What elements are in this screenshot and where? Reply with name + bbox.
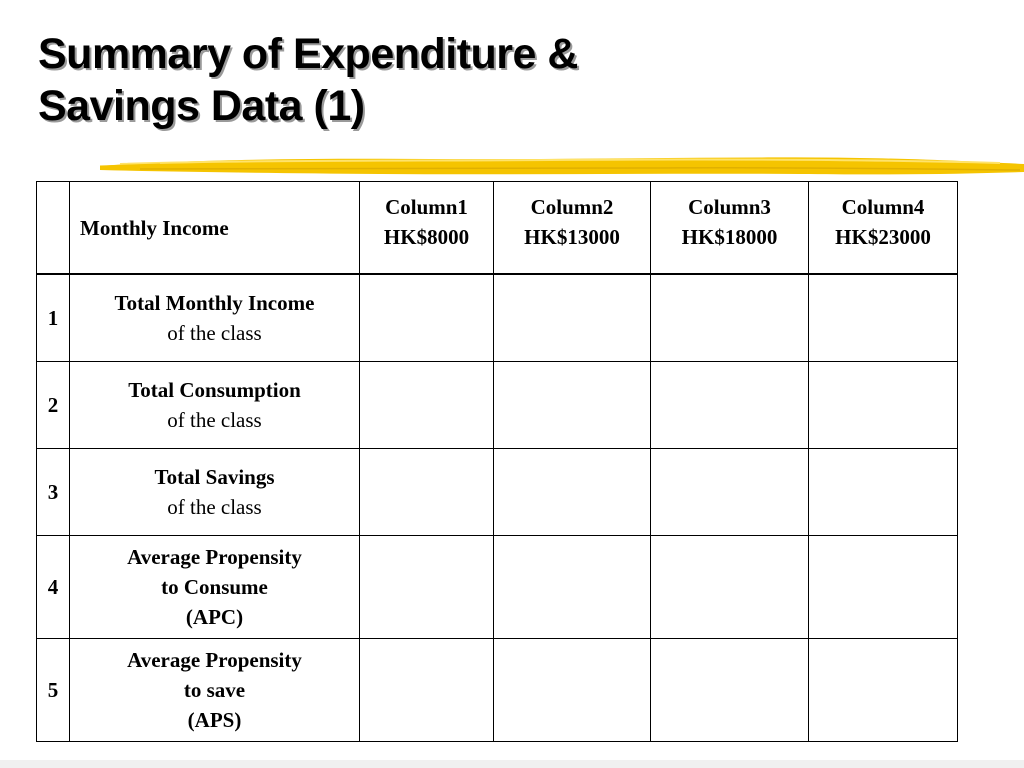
row-label-bold: Total Consumption	[128, 378, 301, 402]
table-cell	[651, 449, 809, 536]
row-label-normal: of the class	[167, 495, 262, 519]
row-label-normal: of the class	[167, 321, 262, 345]
row-number: 5	[37, 639, 70, 742]
row-number: 2	[37, 362, 70, 449]
table-row	[37, 362, 958, 449]
column-income: HK$18000	[681, 225, 778, 249]
column-header-2	[494, 182, 651, 275]
column-income: HK$13000	[524, 225, 620, 249]
table-cell	[494, 274, 651, 362]
row-label-bold: Total Monthly Income	[114, 291, 315, 315]
column-header-4	[809, 182, 958, 275]
table-cell	[651, 274, 809, 362]
table-row	[37, 536, 958, 639]
row-label-bold: Average Propensity	[127, 648, 302, 672]
table-cell	[809, 639, 958, 742]
row-label-bold: Total Savings	[154, 465, 275, 489]
table-cell	[651, 639, 809, 742]
table-row	[37, 274, 958, 362]
slide-bottom-edge	[0, 760, 1024, 768]
column-name: Column4	[841, 195, 925, 219]
row-number: 1	[37, 274, 70, 362]
column-header-3	[651, 182, 809, 275]
slide-title	[38, 28, 578, 132]
table-header-row	[37, 182, 958, 275]
slide-title-line-2: Savings Data (1)	[38, 82, 365, 130]
column-name: Column1	[385, 195, 468, 219]
slide-title-line-1: Summary of Expenditure &	[38, 30, 578, 78]
brush-stroke-underline	[100, 148, 1024, 184]
row-label	[70, 274, 360, 362]
row-label-normal: of the class	[167, 408, 262, 432]
column-name: Column2	[530, 195, 614, 219]
table-cell	[360, 362, 494, 449]
row-label-bold: to Consume	[161, 575, 268, 599]
row-label-bold: Average Propensity	[127, 545, 302, 569]
expenditure-savings-table	[36, 181, 958, 742]
row-number: 3	[37, 449, 70, 536]
row-number: 4	[37, 536, 70, 639]
table-cell	[809, 362, 958, 449]
row-label-bold: (APC)	[185, 605, 244, 629]
column-name: Column3	[688, 195, 771, 219]
monthly-income-header: Monthly Income	[70, 182, 360, 275]
table-cell	[809, 536, 958, 639]
table-cell	[494, 449, 651, 536]
table-row	[37, 449, 958, 536]
table-corner-cell	[37, 182, 70, 275]
table-cell	[360, 639, 494, 742]
table-cell	[651, 536, 809, 639]
table-cell	[360, 449, 494, 536]
table-row	[37, 639, 958, 742]
table-cell	[360, 536, 494, 639]
column-header-1	[360, 182, 494, 275]
table-cell	[651, 362, 809, 449]
row-label	[70, 449, 360, 536]
column-income: HK$23000	[835, 225, 931, 249]
table-cell	[494, 362, 651, 449]
table-cell	[809, 449, 958, 536]
column-income: HK$8000	[383, 225, 470, 249]
row-label	[70, 536, 360, 639]
row-label-bold: (APS)	[187, 708, 242, 732]
table-cell	[494, 639, 651, 742]
row-label-bold: to save	[183, 678, 246, 702]
table-cell	[494, 536, 651, 639]
row-label	[70, 639, 360, 742]
row-label	[70, 362, 360, 449]
table-cell	[360, 274, 494, 362]
table-cell	[809, 274, 958, 362]
